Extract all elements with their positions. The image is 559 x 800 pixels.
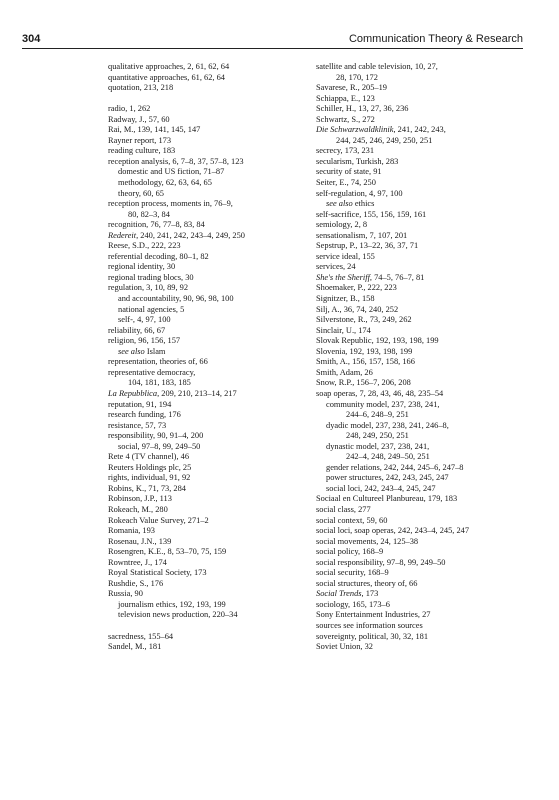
- index-entry: representative democracy,: [108, 367, 196, 377]
- index-entry: Slovenia, 192, 193, 198, 199: [316, 346, 413, 356]
- index-entry: social structures, theory of, 66: [316, 578, 418, 588]
- index-entry: Rayner report, 173: [108, 135, 172, 145]
- page-header: [22, 30, 523, 49]
- index-subentry: power structures, 242, 243, 245, 247: [326, 473, 449, 483]
- index-column-right: [316, 62, 534, 653]
- index-entry: regional trading blocs, 30: [108, 272, 194, 282]
- index-entry: representation, theories of, 66: [108, 357, 208, 367]
- index-entry: quotation, 213, 218: [108, 83, 174, 93]
- index-entry: regional identity, 30: [108, 262, 176, 272]
- index-entry: rights, individual, 91, 92: [108, 473, 191, 483]
- index-entry: Seiter, E., 74, 250: [316, 178, 376, 188]
- index-entry: security of state, 91: [316, 167, 382, 177]
- index-subentry: gender relations, 242, 244, 245–6, 247–8: [326, 462, 464, 472]
- index-entry: Schiappa, E., 123: [316, 93, 375, 103]
- index-subentry: journalism ethics, 192, 193, 199: [118, 599, 226, 609]
- index-subentry: 28, 170, 172: [336, 72, 378, 82]
- index-entry: Reese, S.D., 222, 223: [108, 241, 181, 251]
- index-entry: qualitative approaches, 2, 61, 62, 64: [108, 62, 230, 71]
- index-entry: social responsibility, 97–8, 99, 249–50: [316, 557, 446, 567]
- index-entry: service ideal, 155: [316, 251, 375, 261]
- index-subentry: national agencies, 5: [118, 304, 185, 314]
- index-entry: Robins, K., 71, 73, 284: [108, 483, 186, 493]
- index-entry: sensationalism, 7, 107, 201: [316, 230, 408, 240]
- index-column-left: [108, 62, 308, 653]
- index-subentry: methodology, 62, 63, 64, 65: [118, 178, 212, 188]
- index-entry: Rai, M., 139, 141, 145, 147: [108, 125, 201, 135]
- index-gap: [108, 621, 308, 632]
- index-entry: Reuters Holdings plc, 25: [108, 462, 192, 472]
- index-entry: sociology, 165, 173–6: [316, 599, 390, 609]
- index-entry: Rowntree, J., 174: [108, 557, 167, 567]
- index-entry: reputation, 91, 194: [108, 399, 172, 409]
- index-entry: Royal Statistical Society, 173: [108, 568, 207, 578]
- index-entry: Rosenau, J.N., 139: [108, 536, 172, 546]
- index-subentry: theory, 60, 65: [118, 188, 164, 198]
- index-entry: reception process, moments in, 76–9,: [108, 199, 233, 209]
- index-subentry: 248, 249, 250, 251: [346, 431, 409, 441]
- index-subentry: community model, 237, 238, 241,: [326, 399, 440, 409]
- index-entry: Snow, R.P., 156–7, 206, 208: [316, 378, 411, 388]
- index-entry: Radway, J., 57, 60: [108, 114, 170, 124]
- index-entry: Rete 4 (TV channel), 46: [108, 452, 190, 462]
- index-entry: social loci, soap operas, 242, 243–4, 245, 247: [316, 526, 470, 536]
- index-subentry: 244–6, 248–9, 251: [346, 410, 409, 420]
- index-entry: sacredness, 155–64: [108, 631, 174, 641]
- index-entry: She's the Sheriff, 74–5, 76–7, 81: [316, 272, 425, 282]
- index-entry: Schiller, H., 13, 27, 36, 236: [316, 104, 409, 114]
- index-subentry: 80, 82–3, 84: [128, 209, 170, 219]
- index-subentry: see also ethics: [326, 199, 375, 209]
- index-entry: reading culture, 183: [108, 146, 176, 156]
- index-entry: social context, 59, 60: [316, 515, 388, 525]
- index-entry: Redereit, 240, 241, 242, 243–4, 249, 250: [108, 230, 245, 240]
- index-entry: secrecy, 173, 231: [316, 146, 375, 156]
- index-entry: satellite and cable television, 10, 27,: [316, 62, 438, 71]
- index-entry: Smith, A., 156, 157, 158, 166: [316, 357, 415, 367]
- index-entry: Schwartz, S., 272: [316, 114, 375, 124]
- index-entry: recognition, 76, 77–8, 83, 84: [108, 220, 205, 230]
- index-subentry: and accountability, 90, 96, 98, 100: [118, 294, 234, 304]
- index-entry: secularism, Turkish, 283: [316, 156, 399, 166]
- index-entry: Signitzer, B., 158: [316, 294, 375, 304]
- index-entry: Rushdie, S., 176: [108, 578, 164, 588]
- index-entry: reception analysis, 6, 7–8, 37, 57–8, 123: [108, 156, 244, 166]
- index-subentry: 244, 245, 246, 249, 250, 251: [336, 135, 433, 145]
- index-entry: self-regulation, 4, 97, 100: [316, 188, 403, 198]
- running-head: Communication Theory & Research: [348, 33, 523, 45]
- index-subentry: 242–4, 248, 249–50, 251: [346, 452, 430, 462]
- index-entry: referential decoding, 80–1, 82: [108, 251, 209, 261]
- index-entry: responsibility, 90, 91–4, 200: [108, 431, 204, 441]
- index-entry: Sociaal en Cultureel Planbureau, 179, 183: [316, 494, 458, 504]
- index-entry: social security, 168–9: [316, 568, 389, 578]
- index-subentry: see also Islam: [118, 346, 166, 356]
- index-subentry: television news production, 220–34: [118, 610, 238, 620]
- index-entry: semiology, 2, 8: [316, 220, 368, 230]
- index-subentry: social loci, 242, 243–4, 245, 247: [326, 483, 436, 493]
- index-subentry: self-, 4, 97, 100: [118, 315, 171, 325]
- index-entry: social policy, 168–9: [316, 547, 384, 557]
- index-entry: Sandel, M., 181: [108, 642, 162, 652]
- index-subentry: social, 97–8, 99, 249–50: [118, 441, 201, 451]
- index-entry: Sony Entertainment Industries, 27: [316, 610, 431, 620]
- index-entry: Romania, 193: [108, 526, 155, 536]
- index-entry: Silj, A., 36, 74, 240, 252: [316, 304, 399, 314]
- page-number: 304: [22, 33, 41, 45]
- index-entry: quantitative approaches, 61, 62, 64: [108, 72, 225, 82]
- index-entry: Soviet Union, 32: [316, 642, 373, 652]
- index-entry: Smith, Adam, 26: [316, 367, 373, 377]
- index-entry: services, 24: [316, 262, 356, 272]
- index-gap: [108, 94, 308, 105]
- index-entry: resistance, 57, 73: [108, 420, 167, 430]
- index-subentry: 104, 181, 183, 185: [128, 378, 191, 388]
- index-entry: reliability, 66, 67: [108, 325, 166, 335]
- index-entry: La Repubblica, 209, 210, 213–14, 217: [108, 388, 237, 398]
- index-entry: Russia, 90: [108, 589, 143, 599]
- index-entry: Social Trends, 173: [316, 589, 379, 599]
- index-entry: Rokeach Value Survey, 271–2: [108, 515, 209, 525]
- index-entry: radio, 1, 262: [108, 104, 151, 114]
- index-entry: regulation, 3, 10, 89, 92: [108, 283, 189, 293]
- index-subentry: dynastic model, 237, 238, 241,: [326, 441, 430, 451]
- index-entry: research funding, 176: [108, 410, 181, 420]
- index-entry: Slovak Republic, 192, 193, 198, 199: [316, 336, 439, 346]
- index-entry: Die Schwarzwaldklinik, 241, 242, 243,: [316, 125, 446, 135]
- index-subentry: domestic and US fiction, 71–87: [118, 167, 225, 177]
- index-entry: Sinclair, U., 174: [316, 325, 371, 335]
- index-entry: Rokeach, M., 280: [108, 504, 168, 514]
- index-entry: social class, 277: [316, 504, 371, 514]
- index-entry: Shoemaker, P., 222, 223: [316, 283, 397, 293]
- index-entry: soap operas, 7, 28, 43, 46, 48, 235–54: [316, 388, 444, 398]
- index-entry: Silverstone, R., 73, 249, 262: [316, 315, 412, 325]
- index-entry: Rosengren, K.E., 8, 53–70, 75, 159: [108, 547, 227, 557]
- index-entry: sources see information sources: [316, 620, 423, 630]
- index-entry: sovereignty, political, 30, 32, 181: [316, 631, 429, 641]
- index-entry: self-sacrifice, 155, 156, 159, 161: [316, 209, 427, 219]
- index-entry: Sepstrup, P., 13–22, 36, 37, 71: [316, 241, 419, 251]
- index-subentry: dyadic model, 237, 238, 241, 246–8,: [326, 420, 449, 430]
- index-entry: social movements, 24, 125–38: [316, 536, 419, 546]
- index-entry: Robinson, J.P., 113: [108, 494, 172, 504]
- index-entry: religion, 96, 156, 157: [108, 336, 181, 346]
- index-entry: Savarese, R., 205–19: [316, 83, 387, 93]
